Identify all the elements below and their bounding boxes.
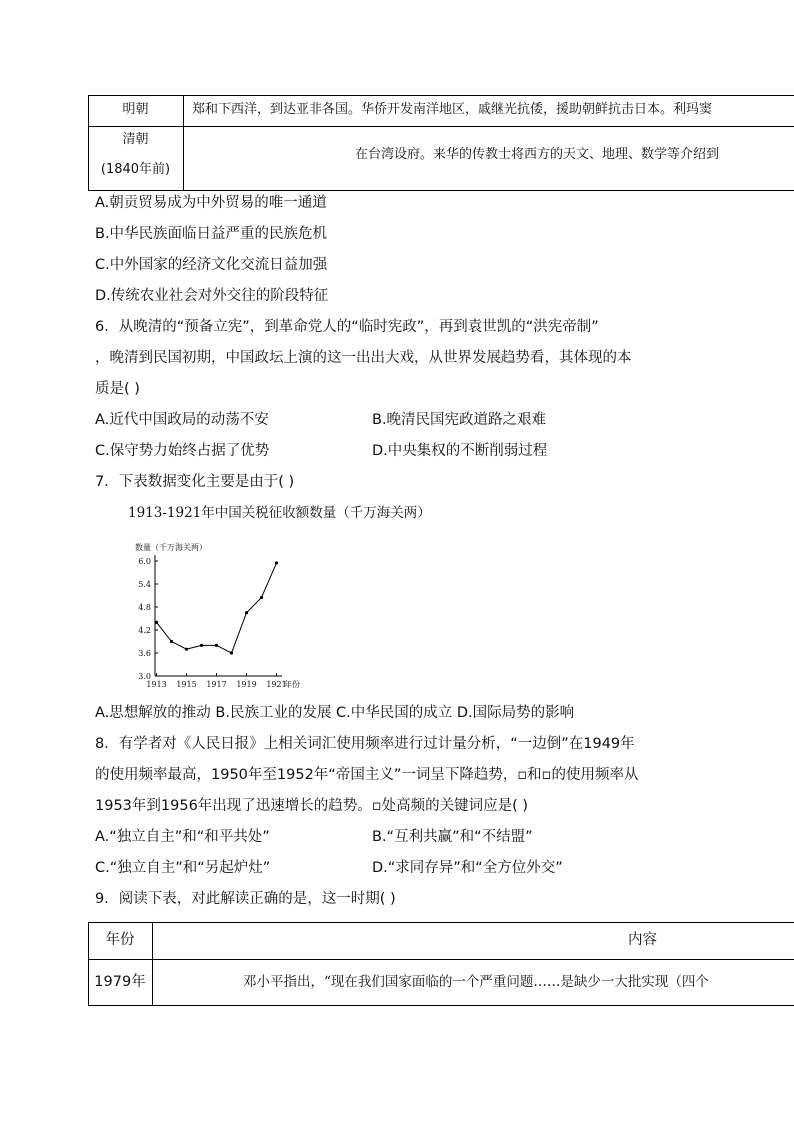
content-cell-ming: 郑和下西洋，到达亚非各国。华侨开发南洋地区，戚继光抗倭，援助朝鲜抗击日本。利玛窦 — [192, 102, 713, 117]
data-point — [200, 644, 203, 647]
y-tick-label: 4.8 — [138, 603, 151, 612]
x-tick-label: 1917 — [206, 680, 227, 689]
q7-stem: 7．下表数据变化主要是由于( ) — [95, 474, 295, 490]
x-tick-label: 1915 — [176, 680, 197, 689]
x-tick-label: 1913 — [146, 680, 167, 689]
q8-option-c: C.“独立自主”和“另起炉灶” — [95, 860, 271, 876]
q8-stem-line-1: 8．有学者对《人民日报》上相关词汇使用频率进行过计量分析，“一边倒”在1949年 — [95, 736, 635, 752]
q8-option-a: A.“独立自主”和“和平共处” — [95, 829, 270, 845]
q6-option-d: D.中央集权的不断削弱过程 — [372, 443, 548, 459]
data-point — [230, 651, 233, 654]
q5-option-d: D.传统农业社会对外交往的阶段特征 — [95, 288, 329, 304]
period-cell-qing: 清朝 — [122, 132, 149, 147]
tariff-line-chart — [128, 535, 308, 695]
q7-chart-title: 1913-1921年中国关税征收额数量（千万海关两） — [128, 505, 431, 521]
history-table-2 — [88, 922, 794, 1006]
q9-stem: 9．阅读下表，对此解读正确的是，这一时期( ) — [95, 891, 396, 907]
data-point — [185, 648, 188, 651]
y-tick-label: 4.2 — [138, 626, 151, 635]
y-tick-label: 5.4 — [138, 580, 151, 589]
x-tick-label: 1921 — [266, 680, 287, 689]
q8-option-d: D.“求同存异”和“全方位外交” — [372, 860, 563, 876]
data-point — [170, 640, 173, 643]
data-point — [245, 611, 248, 614]
table2-cell-year: 1979年 — [94, 974, 146, 990]
history-table-1 — [88, 95, 794, 191]
data-point — [260, 596, 263, 599]
table2-header-year: 年份 — [105, 932, 135, 948]
table2-header-content: 内容 — [628, 932, 657, 948]
q5-option-b: B.中华民族面临日益严重的民族危机 — [95, 226, 328, 242]
y-tick-label: 3.6 — [138, 649, 151, 658]
q5-option-c: C.中外国家的经济文化交流日益加强 — [95, 257, 328, 273]
data-point — [155, 621, 158, 624]
data-point — [275, 561, 278, 564]
q6-stem-line-2: ，晚清到民国初期，中国政坛上演的这一出出大戏，从世界发展趋势看，其体现的本 — [95, 350, 632, 366]
data-point — [215, 644, 218, 647]
y-tick-label: 3.0 — [138, 672, 151, 681]
series-line — [157, 563, 277, 653]
q8-stem-line-3: 1953年到1956年出现了迅速增长的趋势。▫处高频的关键词应是( ) — [95, 798, 529, 814]
q5-option-a: A.朝贡贸易成为中外贸易的唯一通道 — [95, 195, 327, 211]
y-axis-label: 数量（千万海关两） — [135, 543, 207, 552]
y-tick-label: 6.0 — [138, 557, 151, 566]
q8-option-b: B.“互利共赢”和“不结盟” — [372, 829, 533, 845]
x-axis-label: 年份 — [284, 680, 300, 689]
q8-stem-line-2: 的使用频率最高，1950年至1952年“帝国主义”一词呈下降趋势，▫和▫的使用频率从 — [95, 767, 639, 783]
q6-option-a: A.近代中国政局的动荡不安 — [95, 412, 269, 428]
q6-option-c: C.保守势力始终占据了优势 — [95, 443, 270, 459]
q6-option-b: B.晚清民国宪政道路之艰难 — [372, 412, 547, 428]
q6-stem-line-3: 质是( ) — [95, 381, 140, 397]
period-note-qing: (1840年前) — [100, 162, 171, 177]
x-tick-label: 1919 — [236, 680, 257, 689]
content-cell-qing: 在台湾设府。来华的传教士将西方的天文、地理、数学等介绍到 — [355, 147, 720, 162]
table2-cell-content: 邓小平指出，“现在我们国家面临的一个严重问题……是缺少一大批实现（四个 — [243, 974, 709, 990]
period-cell-ming: 明朝 — [122, 102, 149, 117]
q7-options: A.思想解放的推动 B.民族工业的发展 C.中华民国的成立 D.国际局势的影响 — [95, 705, 575, 721]
q6-stem-line-1: 6．从晚清的“预备立宪”，到革命党人的“临时宪政”，再到袁世凯的“洪宪帝制” — [95, 319, 599, 335]
